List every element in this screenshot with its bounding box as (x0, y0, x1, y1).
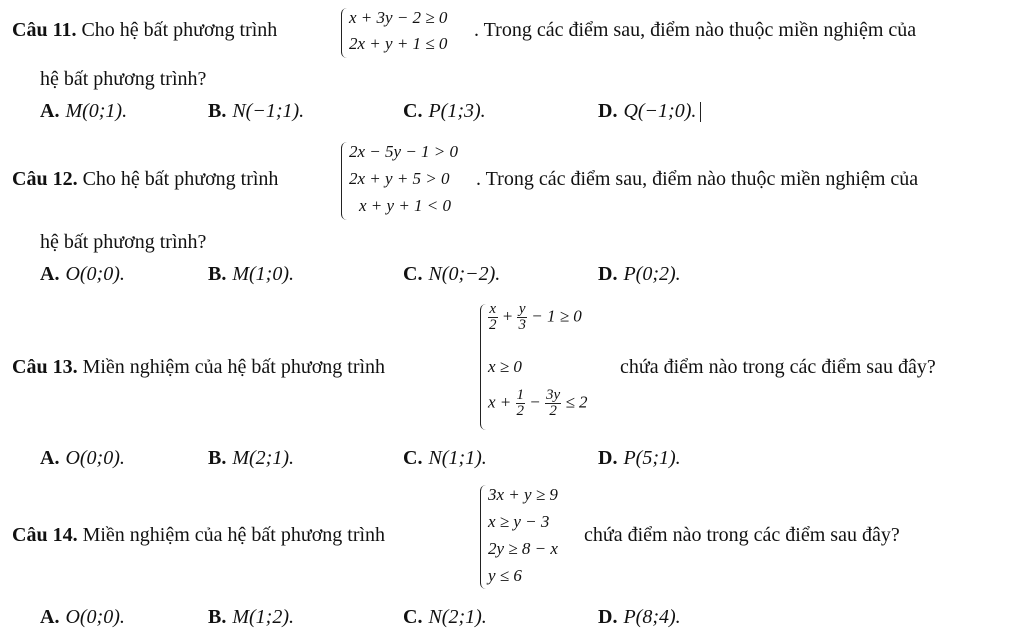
question-11-option-c[interactable] (403, 100, 486, 123)
question-13-option-b[interactable] (208, 447, 294, 470)
option-label: C. (403, 100, 423, 122)
option-value: O(0;0). (65, 447, 125, 469)
question-11-option-d[interactable] (598, 100, 701, 123)
option-label: A. (40, 606, 60, 628)
question-12-continuation: hệ bất phương trình? (40, 231, 207, 253)
question-14-line (12, 524, 385, 547)
text-cursor (700, 102, 701, 122)
option-label: D. (598, 100, 618, 122)
question-11-label: Câu 11. (12, 19, 77, 41)
option-label: D. (598, 263, 618, 285)
fraction-denominator: 3 (518, 317, 526, 333)
question-12-ineq-2: 2x + y + 5 > 0 (349, 169, 450, 188)
question-14-text-after: chứa điểm nào trong các điểm sau đây? (584, 524, 900, 546)
question-14-option-b[interactable] (208, 606, 294, 629)
fraction-numerator: x (489, 301, 497, 317)
question-14-system (480, 483, 590, 593)
option-label: B. (208, 606, 227, 628)
expression-lead: x + (488, 392, 512, 412)
option-label: C. (403, 263, 423, 285)
fraction-denominator: 2 (549, 403, 557, 419)
question-14-option-a[interactable] (40, 606, 125, 629)
question-14-ineq-2: x ≥ y − 3 (488, 512, 550, 531)
question-11-brace (341, 8, 348, 58)
fraction (516, 388, 526, 419)
option-value: N(−1;1). (232, 100, 305, 122)
question-13-line (12, 356, 385, 379)
question-12-option-b[interactable] (208, 263, 294, 286)
fraction-numerator: 1 (516, 387, 525, 403)
option-value: M(1;2). (232, 606, 294, 628)
option-label: D. (598, 447, 618, 469)
question-11-text-before: Cho hệ bất phương trình (81, 19, 278, 41)
fraction (488, 302, 498, 333)
question-12-system (341, 140, 481, 222)
question-12-option-c[interactable] (403, 263, 500, 286)
option-value: Q(−1;0). (623, 100, 697, 122)
question-11-system (341, 6, 481, 60)
option-label: B. (208, 447, 227, 469)
question-11-continuation: hệ bất phương trình? (40, 68, 207, 90)
question-11-option-a[interactable] (40, 100, 127, 123)
question-14-ineq-4: y ≤ 6 (488, 566, 522, 585)
question-12-brace (341, 142, 348, 220)
fraction-denominator: 2 (516, 403, 525, 419)
question-13-ineq-1 (488, 302, 582, 333)
question-11-text-after: . Trong các điểm sau, điểm nào thuộc miền nghiệm của (474, 19, 917, 41)
option-label: A. (40, 447, 60, 469)
question-11-option-b[interactable] (208, 100, 304, 123)
operator: + (501, 306, 514, 326)
question-14-brace (480, 485, 487, 589)
expression-rest: − 1 ≥ 0 (531, 306, 582, 326)
question-14-ineq-3: 2y ≥ 8 − x (488, 539, 558, 558)
option-value: P(0;2). (623, 263, 681, 285)
option-label: B. (208, 100, 227, 122)
option-value: M(2;1). (232, 447, 294, 469)
question-13-system (480, 302, 615, 432)
question-14-text-before: Miền nghiệm của hệ bất phương trình (82, 524, 386, 546)
question-13-option-d[interactable] (598, 447, 681, 470)
option-label: A. (40, 263, 60, 285)
expression-rest: ≤ 2 (565, 392, 588, 412)
fraction (517, 302, 527, 333)
option-value: P(8;4). (623, 606, 681, 628)
option-value: O(0;0). (65, 606, 125, 628)
question-12-option-a[interactable] (40, 263, 125, 286)
option-label: A. (40, 100, 60, 122)
option-value: P(5;1). (623, 447, 681, 469)
fraction-numerator: 3y (546, 387, 561, 403)
question-14-ineq-1: 3x + y ≥ 9 (488, 485, 558, 504)
fraction (545, 388, 561, 419)
question-11-ineq-1: x + 3y − 2 ≥ 0 (349, 8, 448, 27)
option-value: N(1;1). (428, 447, 487, 469)
question-14-option-c[interactable] (403, 606, 487, 629)
fraction-numerator: y (518, 301, 526, 317)
question-12-ineq-3: x + y + 1 < 0 (359, 196, 452, 215)
question-13-brace (480, 304, 487, 430)
operator: − (529, 392, 541, 412)
option-value: O(0;0). (65, 263, 125, 285)
question-12-text-before: Cho hệ bất phương trình (82, 168, 279, 190)
question-13-label: Câu 13. (12, 356, 78, 378)
option-value: N(0;−2). (428, 263, 501, 285)
option-value: M(1;0). (232, 263, 294, 285)
question-13-text-after: chứa điểm nào trong các điểm sau đây? (620, 356, 936, 378)
question-13-ineq-2: x ≥ 0 (488, 357, 522, 376)
option-value: N(2;1). (428, 606, 487, 628)
option-value: P(1;3). (428, 100, 486, 122)
option-label: C. (403, 447, 423, 469)
question-14-option-d[interactable] (598, 606, 681, 629)
question-12-line (12, 168, 278, 191)
option-label: C. (403, 606, 423, 628)
option-label: D. (598, 606, 618, 628)
question-13-option-a[interactable] (40, 447, 125, 470)
question-11-line (12, 19, 277, 42)
question-12-text-after: . Trong các điểm sau, điểm nào thuộc miền nghiệm của (476, 168, 919, 190)
question-12-label: Câu 12. (12, 168, 78, 190)
question-12-option-d[interactable] (598, 263, 681, 286)
question-11-ineq-2: 2x + y + 1 ≤ 0 (349, 34, 448, 53)
fraction-denominator: 2 (489, 317, 497, 333)
option-label: B. (208, 263, 227, 285)
question-13-text-before: Miền nghiệm của hệ bất phương trình (82, 356, 386, 378)
question-13-option-c[interactable] (403, 447, 487, 470)
question-13-ineq-3 (488, 388, 588, 419)
question-14-label: Câu 14. (12, 524, 78, 546)
question-12-ineq-1: 2x − 5y − 1 > 0 (349, 142, 459, 161)
option-value: M(0;1). (65, 100, 128, 122)
